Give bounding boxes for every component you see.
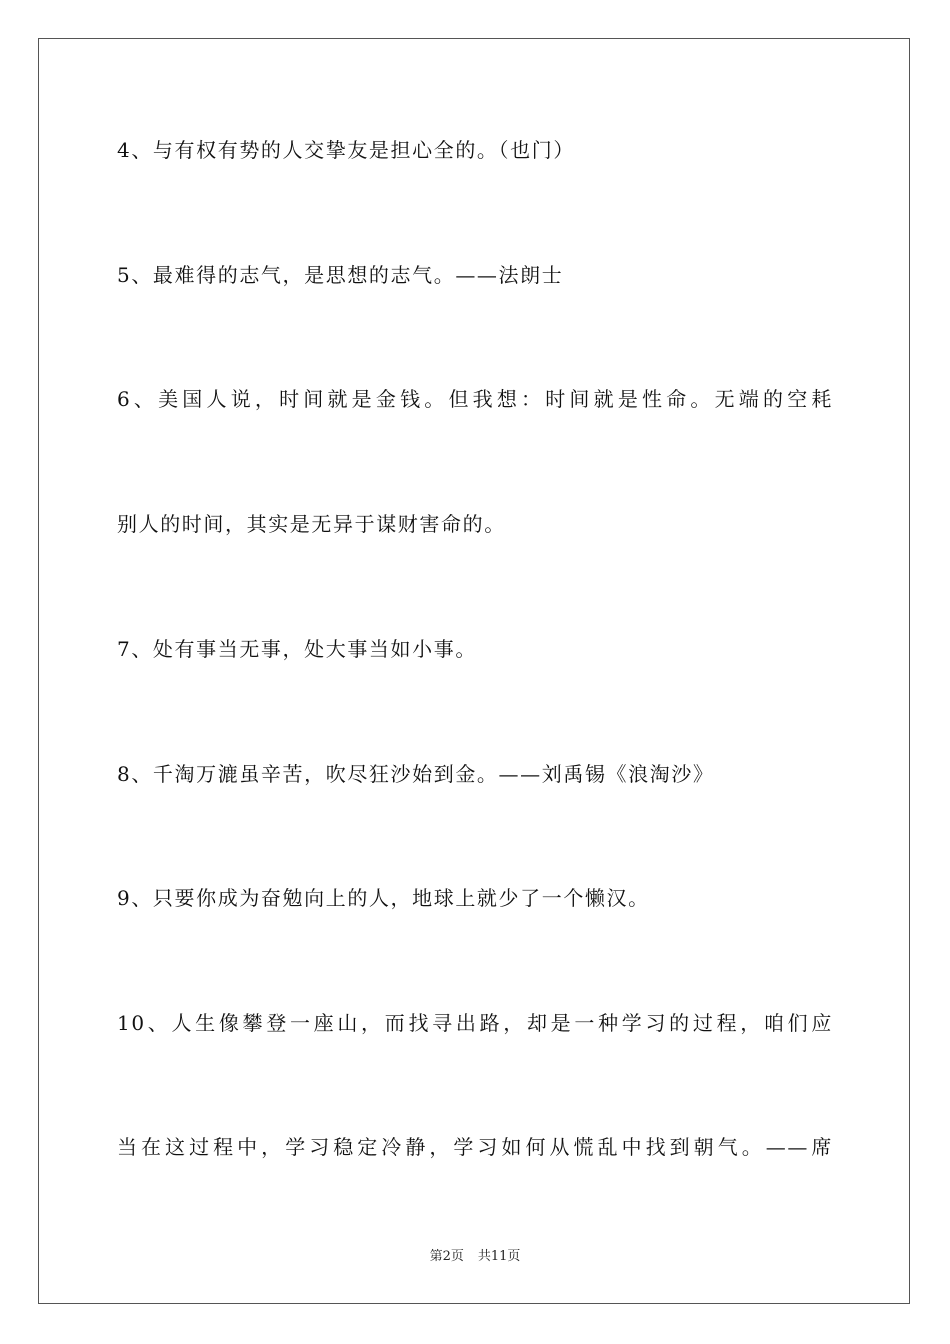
- quote-6-line-1: 6、美国人说，时间就是金钱。但我想：时间就是性命。无端的空耗: [117, 387, 833, 411]
- quote-7: 7、处有事当无事，处大事当如小事。: [117, 637, 477, 661]
- page-number: 第2页: [429, 1249, 464, 1264]
- page-total: 共11页: [477, 1249, 521, 1264]
- quote-10-line-2: 当在这过程中，学习稳定冷静，学习如何从慌乱中找到朝气。——席: [117, 1135, 833, 1159]
- page-border: [38, 38, 910, 1304]
- quote-5: 5、最难得的志气，是思想的志气。——法朗士: [117, 263, 564, 287]
- quote-10-line-1: 10、人生像攀登一座山，而找寻出路，却是一种学习的过程，咱们应: [117, 1011, 833, 1035]
- quote-4: 4、与有权有势的人交挚友是担心全的。（也门）: [117, 138, 575, 162]
- quote-6-line-2: 别人的时间，其实是无异于谋财害命的。: [117, 512, 506, 536]
- page-footer: [0, 1248, 950, 1266]
- quote-8: 8、千淘万漉虽辛苦，吹尽狂沙始到金。——刘禹锡《浪淘沙》: [117, 762, 715, 786]
- quote-9: 9、只要你成为奋勉向上的人，地球上就少了一个懒汉。: [117, 886, 650, 910]
